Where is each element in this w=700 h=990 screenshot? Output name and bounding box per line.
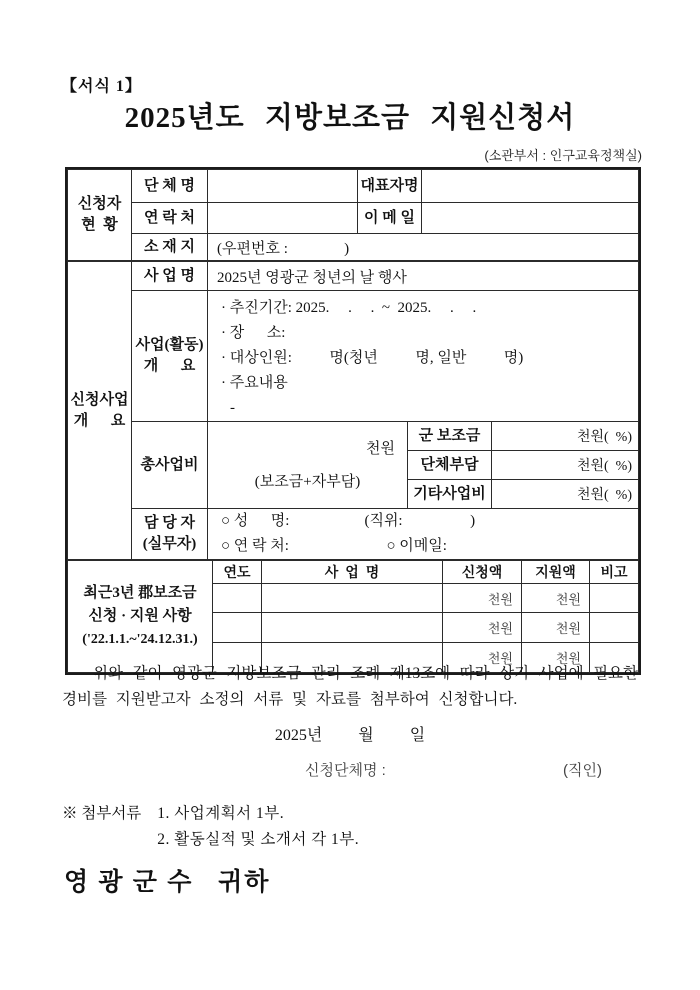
org-share-label: 단체부담 (408, 451, 492, 480)
table-row (68, 509, 639, 560)
total-budget-label: 총사업비 (132, 422, 208, 509)
history-year-cell (213, 613, 262, 643)
county-subsidy-label: 군 보조금 (408, 422, 492, 451)
history-note-cell (590, 613, 639, 643)
history-year-cell (213, 584, 262, 613)
history-note-cell (590, 584, 639, 613)
project-name-label: 사 업 명 (132, 262, 208, 291)
history-applied-cell: 천원 (443, 643, 522, 673)
col-header-applied: 신청액 (443, 561, 522, 584)
org-name-label: 단 체 명 (132, 170, 208, 203)
form-number-tag: 【서식 1】 (61, 78, 142, 95)
declaration-paragraph (62, 661, 638, 713)
date-line: 2025년 월 일 (274, 727, 426, 744)
county-subsidy-value: 천원( %) (492, 422, 639, 451)
table-row (68, 422, 639, 451)
table-row (68, 291, 639, 422)
manager-contact-line: ○ 연 락 처: ○ 이메일: (221, 538, 447, 554)
history-applied-cell: 천원 (443, 613, 522, 643)
overview-item-dash: - (230, 400, 235, 416)
declaration-line1: 위와 같이 영광군 지방보조금 관리 조례 제13조에 따라 상기 사업에 필요한 (93, 665, 638, 682)
address-label: 소 재 지 (132, 234, 208, 261)
contact-label: 연 락 처 (132, 203, 208, 234)
org-name-value-cell (208, 170, 358, 203)
manager-name-line: ○ 성 명: (직위: ) (221, 513, 476, 529)
email-value-cell (422, 203, 639, 234)
address-value-cell: (우편번호 : ) (208, 234, 639, 261)
total-budget-note: (보조금+자부담) (254, 474, 361, 490)
recipient-line: 영 광 군 수 귀하 (64, 869, 271, 896)
subsidy-history-section (67, 560, 639, 673)
seal-label: (직인) (563, 762, 602, 779)
history-section-label: 최근3년 郡보조금 신청 · 지원 사항 ('22.1.1.~'24.12.31.) (68, 561, 213, 673)
overview-item-place: · 장 소: (221, 325, 286, 341)
overview-item-period: · 추진기간: 2025. . . ~ 2025. . . (221, 300, 477, 316)
declaration-line2: 경비를 지원받고자 소정의 서류 및 자료를 첨부하여 신청합니다. (62, 691, 518, 708)
email-label: 이 메 일 (358, 203, 422, 234)
attachments-list (157, 801, 359, 853)
history-applied-cell: 천원 (443, 584, 522, 613)
department-note: (소관부서 : 인구교육정책실) (484, 148, 642, 163)
total-budget-cell (208, 422, 408, 509)
attachments-block (62, 801, 359, 853)
contact-value-cell (208, 203, 358, 234)
attachment-item: 2. 활동실적 및 소개서 각 1부. (157, 831, 360, 848)
attachments-marker: ※ 첨부서류 (62, 805, 142, 822)
applicant-section-label: 신청자 현 황 (68, 170, 132, 261)
org-share-value: 천원( %) (492, 451, 639, 480)
table-row (68, 170, 639, 203)
table-row (68, 262, 639, 291)
overview-content-cell (208, 291, 639, 422)
overview-item-content: · 주요내용 (221, 375, 288, 391)
history-project-cell (262, 584, 443, 613)
history-granted-cell: 천원 (522, 613, 590, 643)
col-header-project: 사 업 명 (262, 561, 443, 584)
manager-label: 담 당 자 (실무자) (132, 509, 208, 560)
application-form-table (65, 167, 641, 675)
col-header-year: 연도 (213, 561, 262, 584)
rep-name-value-cell (422, 170, 639, 203)
history-granted-cell: 천원 (522, 584, 590, 613)
overview-item-people: · 대상인원: 명(청년 명, 일반 명) (221, 350, 524, 366)
other-cost-label: 기타사업비 (408, 480, 492, 509)
history-granted-cell: 천원 (522, 643, 590, 673)
applicant-org-label: 신청단체명 : (305, 762, 386, 779)
project-section-label: 신청사업 개 요 (68, 262, 132, 560)
rep-name-label: 대표자명 (358, 170, 422, 203)
applicant-status-section (67, 169, 639, 261)
table-row (68, 561, 639, 584)
other-cost-value: 천원( %) (492, 480, 639, 509)
col-header-note: 비고 (590, 561, 639, 584)
project-name-value: 2025년 영광군 청년의 날 행사 (208, 262, 639, 291)
manager-content-cell (208, 509, 639, 560)
total-budget-unit: 천원 (366, 441, 395, 457)
table-row (68, 203, 639, 234)
col-header-granted: 지원액 (522, 561, 590, 584)
page-title: 2025년도 지방보조금 지원신청서 (124, 102, 576, 134)
table-row (68, 234, 639, 261)
overview-label: 사업(활동) 개 요 (132, 291, 208, 422)
history-project-cell (262, 613, 443, 643)
attachment-item: 1. 사업계획서 1부. (157, 805, 285, 822)
project-overview-section (67, 261, 639, 560)
